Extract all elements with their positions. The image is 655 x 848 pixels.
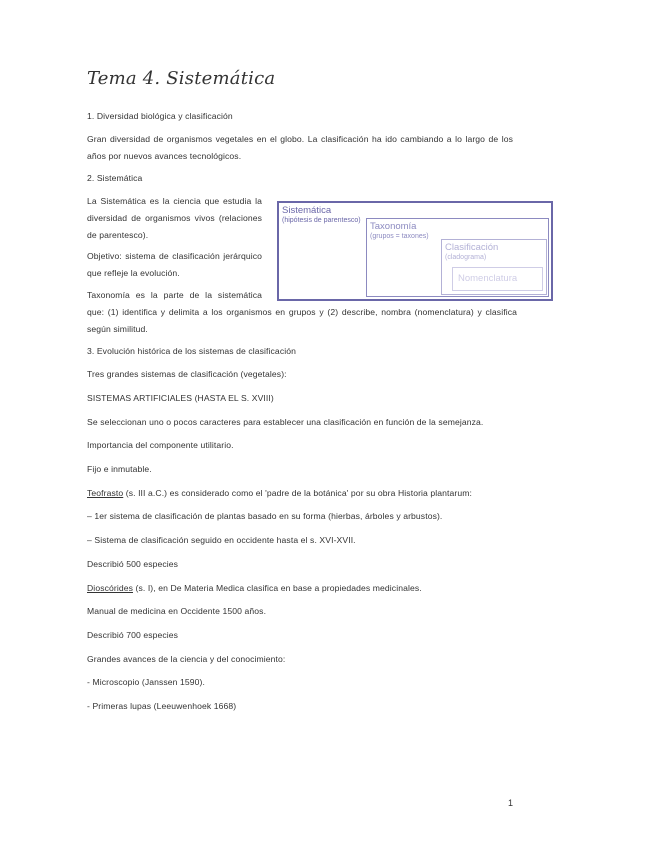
manual-paragraph: Manual de medicina en Occidente 1500 años. [87, 606, 267, 616]
section-3-heading: 3. Evolución histórica de los sistemas de clasificación [87, 346, 296, 356]
section-2-heading: 2. Sistemática [87, 173, 143, 183]
three-systems-paragraph: Tres grandes sistemas de clasificación (vegetales): [87, 369, 287, 379]
teofrasto-paragraph [87, 485, 472, 502]
nomenclatura-label: Nomenclatura [458, 273, 518, 284]
artificial-systems-subheading: SISTEMAS ARTIFICIALES (HASTA EL S. XVIII) [87, 393, 274, 403]
teofrasto-point-2: – Sistema de clasificación seguido en occidente hasta el s. XVI-XVII. [87, 535, 356, 545]
microscope-item: - Microscopio (Janssen 1590). [87, 677, 206, 687]
section-1-paragraph: Gran diversidad de organismos vegetales en el globo. La clasificación ha ido cambiando a lo largo de los años por nuevos avances tecnológicos. [87, 134, 513, 161]
sistematica-label: Sistemática [282, 205, 332, 216]
teofrasto-name: Teofrasto [87, 488, 124, 498]
dioscorides-name: Dioscórides [87, 583, 133, 593]
sistematica-definition: La Sistemática es la ciencia que estudia la diversidad de organismos vivos (relaciones de parentesco). [87, 196, 262, 240]
objetivo-paragraph: Objetivo: sistema de clasificación jerárquico que refleje la evolución. [87, 251, 262, 278]
dioscorides-paragraph [87, 580, 422, 597]
teofrasto-text: (s. III a.C.) es considerado como el 'padre de la botánica' por su obra Historia plantarum: [123, 488, 473, 498]
fixed-paragraph: Fijo e inmutable. [87, 464, 152, 474]
nomenclatura-box [452, 267, 543, 291]
dioscorides-species: Describió 700 especies [87, 630, 179, 640]
sistematica-sublabel: (hipótesis de parentesco) [282, 217, 361, 224]
utilitarian-paragraph: Importancia del componente utilitario. [87, 440, 234, 450]
teofrasto-point-1: – 1er sistema de clasificación de plantas basado en su forma (hierbas, árboles y arbustos). [87, 511, 443, 521]
advances-paragraph: Grandes avances de la ciencia y del conocimiento: [87, 654, 286, 664]
artificial-systems-paragraph: Se seleccionan uno o pocos caracteres para establecer una clasificación en función de la semejanza. [87, 417, 484, 427]
teofrasto-species: Describió 500 especies [87, 559, 179, 569]
sistematica-diagram [277, 201, 553, 301]
page-title: Tema 4. Sistemática [87, 68, 276, 89]
clasificacion-sublabel: (cladograma) [445, 254, 487, 261]
page-number: 1 [508, 798, 514, 808]
section-1-heading: 1. Diversidad biológica y clasificación [87, 111, 233, 121]
taxonomia-paragraph-start: Taxonomía es la parte de la sistemática [87, 290, 262, 300]
taxonomia-paragraph-continued: que: (1) identifica y delimita a los organismos en grupos y (2) describe, nombra (nomenclatura) y clasifica según similitud. [87, 307, 517, 334]
taxonomia-sublabel: (grupos = taxones) [370, 233, 429, 240]
dioscorides-text: (s. I), en De Materia Medica clasifica en base a propiedades medicinales. [133, 583, 422, 593]
taxonomia-label: Taxonomía [370, 221, 417, 232]
lenses-item: - Primeras lupas (Leeuwenhoek 1668) [87, 701, 237, 711]
clasificacion-label: Clasificación [445, 242, 499, 253]
